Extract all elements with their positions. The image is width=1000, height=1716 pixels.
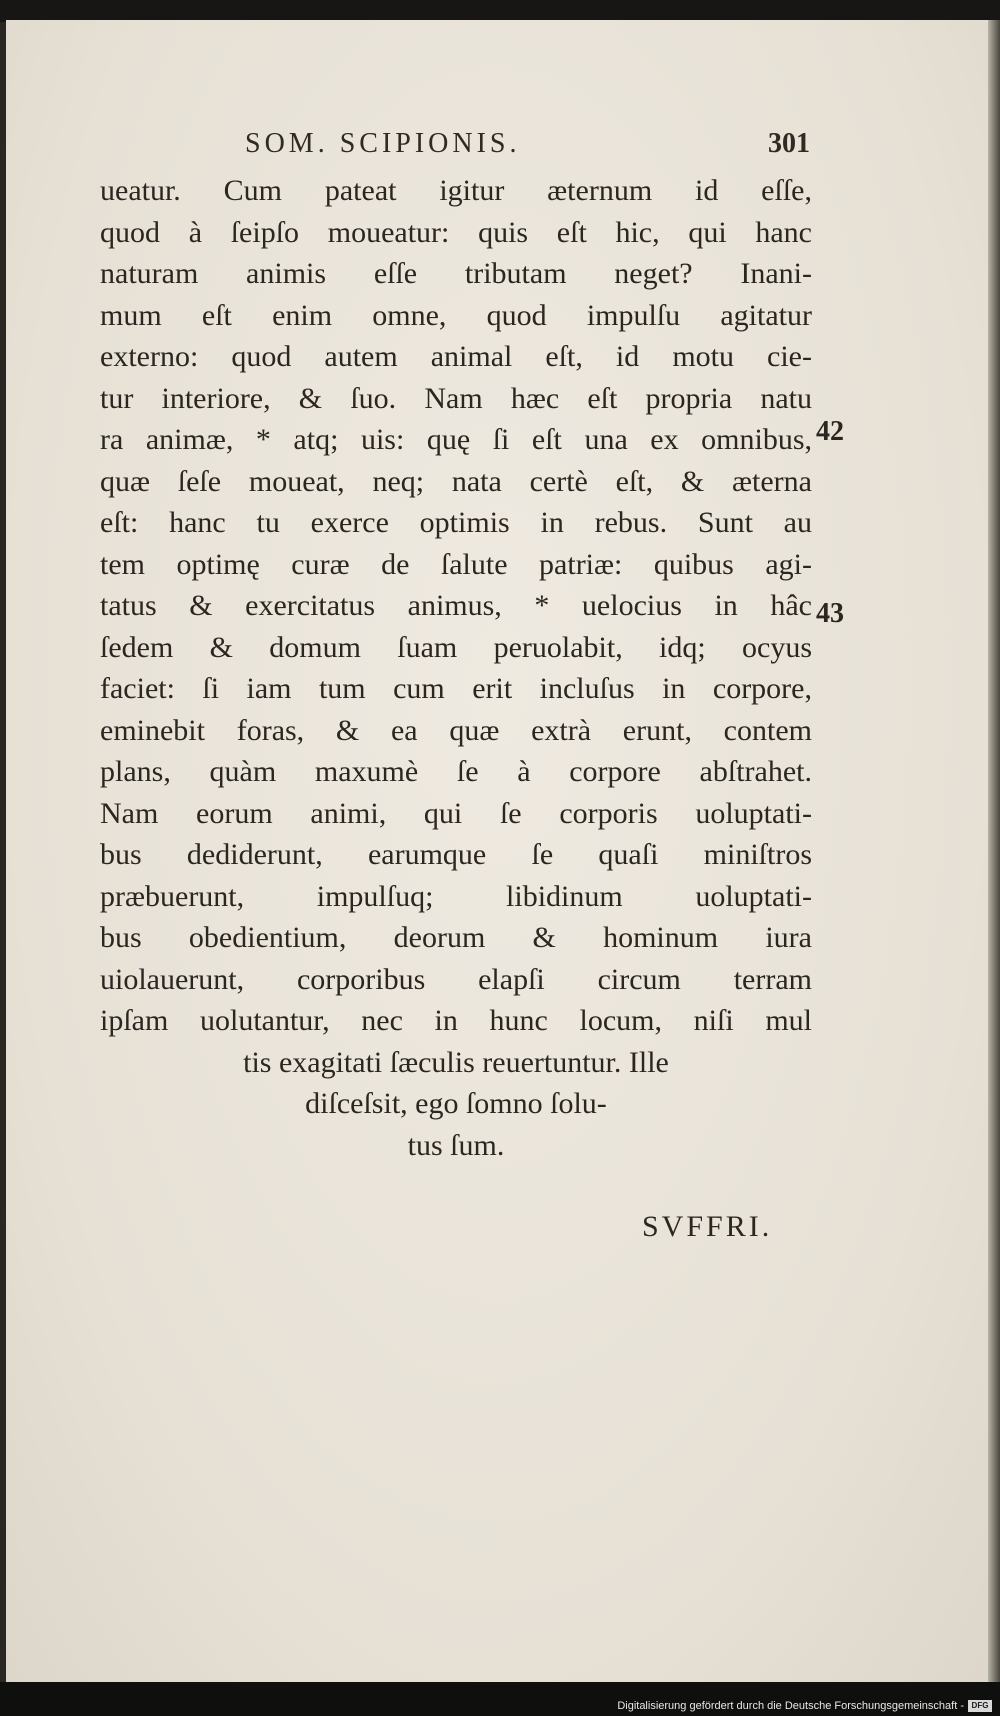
text-line: externo: quod autem animal eſt, id motu cie- <box>100 340 812 373</box>
text-line: quod à ſeipſo moueatur: quis eſt hic, qui hanc <box>100 215 812 249</box>
text-line: eſt: hanc tu exerce optimis in rebus. Sunt au <box>100 506 812 539</box>
text-line: naturam animis eſſe tributam neget? Inani- <box>100 257 812 290</box>
text-line: faciet: ſi iam tum cum erit incluſus in corpore, <box>100 672 812 705</box>
text-line: tur interiore, & ſuo. Nam hæc eſt propria natu <box>100 381 812 415</box>
text-line: plans, quàm maxumè ſe à corpore abſtrahet. <box>100 755 812 788</box>
text-line: tus ſum. <box>407 1128 505 1162</box>
scan-top-border <box>0 0 1000 22</box>
text-line: ipſam uolutantur, nec in hunc locum, niſi mul <box>100 1004 812 1037</box>
page-number: 301 <box>768 128 810 159</box>
marginal-number: 42 <box>816 416 844 447</box>
catchword: SVFFRI. <box>642 1210 773 1243</box>
text-line: uiolauerunt, corporibus elapſi circum terram <box>100 962 812 996</box>
text-line: diſceſsit, ego ſomno ſolu- <box>305 1087 607 1120</box>
dfg-logo: DFG <box>968 1700 992 1712</box>
digitization-credit: Digitalisierung gefördert durch die Deutsche Forschungsgemeinschaft - <box>617 1700 964 1712</box>
text-line: eminebit foras, & ea quæ extrà erunt, contem <box>100 713 812 747</box>
text-line: bus obedientium, deorum & hominum iura <box>100 921 812 954</box>
text-line: tis exagitati ſæculis reuertuntur. Ille <box>243 1045 669 1079</box>
text-line: mum eſt enim omne, quod impulſu agitatur <box>100 298 812 332</box>
running-head-title: SOM. SCIPIONIS. <box>245 128 521 159</box>
text-line: ueatur. Cum pateat igitur æternum id eſſe, <box>100 174 812 207</box>
text-line: quæ ſeſe moueat, neq; nata certè eſt, & æterna <box>100 464 812 498</box>
body-text <box>100 170 812 1166</box>
marginal-number: 43 <box>816 598 844 629</box>
text-line: præbuerunt, impulſuq; libidinum uoluptati- <box>100 879 812 913</box>
text-line: tem optimę curæ de ſalute patriæ: quibus agi- <box>100 547 812 581</box>
text-line: ra animæ, * atq; uis: quę ſi eſt una ex omnibus, <box>100 423 812 456</box>
running-head <box>100 128 820 162</box>
text-line: bus dediderunt, earumque ſe quaſi miniſtros <box>100 838 812 871</box>
text-line: ſedem & domum ſuam peruolabit, idq; ocyus <box>100 630 812 664</box>
page-edge-shadow <box>988 20 1000 1682</box>
text-line: Nam eorum animi, qui ſe corporis uoluptati- <box>100 796 812 830</box>
text-line: tatus & exercitatus animus, * uelocius in hâc <box>100 589 812 622</box>
